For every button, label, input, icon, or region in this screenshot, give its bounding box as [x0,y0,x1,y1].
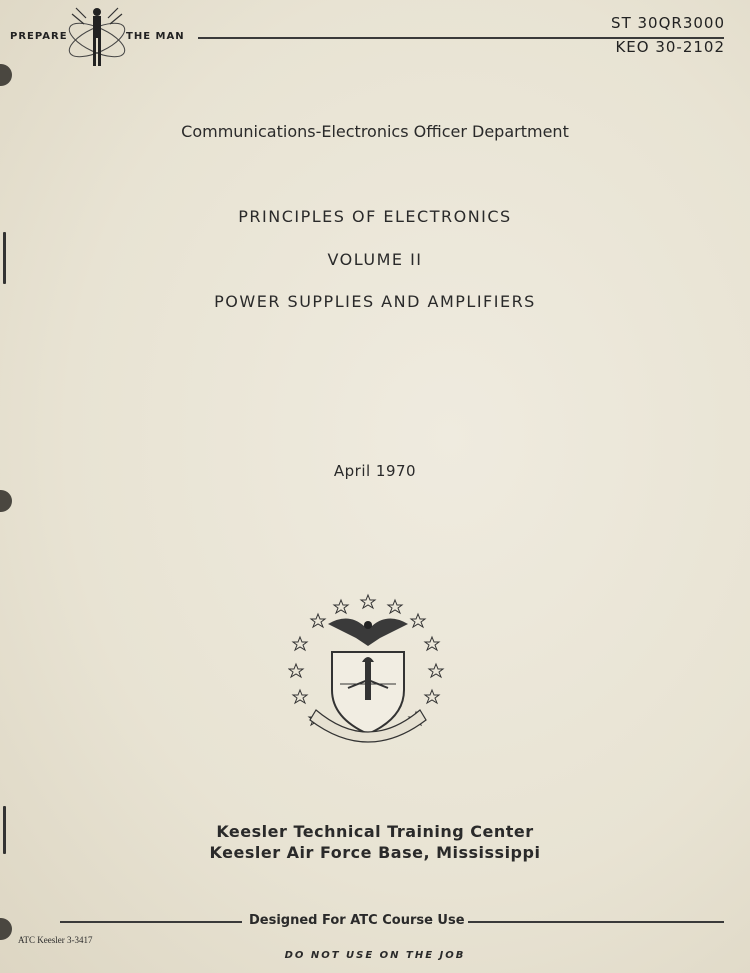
logo-text-the-man: THE MAN [126,31,185,42]
prepare-the-man-logo-icon [62,2,132,72]
footer-rule-right [468,921,724,923]
designed-for-label: Designed For ATC Course Use [249,913,465,928]
binder-hole-bottom [0,918,12,940]
doc-id-secondary: KEO 30-2102 [615,38,725,56]
footer-rule-left [60,921,242,923]
emblem-ribbon-text [0,1,1,2]
department-name: Communications-Electronics Officer Department [181,122,569,141]
do-not-use-warning: DO NOT USE ON THE JOB [284,950,466,961]
binder-hole-top [0,64,12,86]
form-id: ATC Keesler 3-3417 [18,935,93,945]
logo-text-prepare: PREPARE [10,31,68,42]
air-training-command-emblem-icon [288,592,448,752]
title-line-3: POWER SUPPLIES AND AMPLIFIERS [214,292,536,311]
binder-hole-middle [0,490,12,512]
publisher-line-2: Keesler Air Force Base, Mississippi [209,843,541,862]
doc-id-primary: ST 30QR3000 [611,14,725,32]
title-line-2: VOLUME II [327,250,423,269]
publisher-line-1: Keesler Technical Training Center [216,822,534,841]
title-line-1: PRINCIPLES OF ELECTRONICS [238,207,512,226]
publication-date: April 1970 [333,462,417,480]
